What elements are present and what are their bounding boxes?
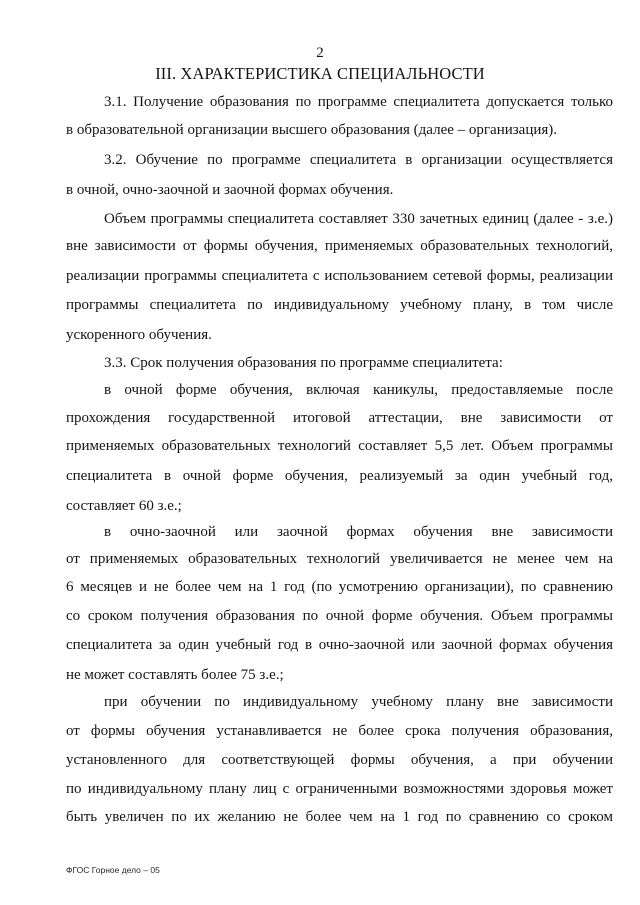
text-line: со сроком получения образования по очной форме обучения. Объем программы: [66, 608, 613, 624]
text-line: от формы обучения устанавливается не более срока получения образования,: [66, 723, 613, 739]
text-line: при обучении по индивидуальному учебному плану вне зависимости: [104, 694, 613, 710]
text-line: установленного для соответствующей формы обучения, а при обучении: [66, 752, 613, 768]
text-line: составляет 60 з.е.;: [66, 498, 182, 514]
text-line: вне зависимости от формы обучения, применяемых образовательных технологий,: [66, 238, 613, 254]
text-line: в образовательной организации высшего образования (далее – организация).: [66, 122, 558, 138]
text-line: быть увеличен по их желанию не более чем на 1 год по сравнению со сроком: [66, 809, 613, 825]
text-line: по индивидуальному плану лиц с ограниченными возможностями здоровья может: [66, 781, 613, 797]
text-line: программы специалитета по индивидуальному учебному плану, в том числе: [66, 297, 613, 313]
text-line: Объем программы специалитета составляет 330 зачетных единиц (далее - з.е.): [104, 211, 613, 227]
text-line: ускоренного обучения.: [66, 327, 212, 343]
text-line: 6 месяцев и не более чем на 1 год (по усмотрению организации), по сравнению: [66, 579, 613, 595]
text-line: в очной, очно-заочной и заочной формах обучения.: [66, 182, 394, 198]
section-title: III. ХАРАКТЕРИСТИКА СПЕЦИАЛЬНОСТИ: [155, 64, 485, 83]
text-line: применяемых образовательных технологий составляет 5,5 лет. Объем программы: [66, 438, 613, 454]
page-number: 2: [316, 45, 324, 61]
text-line: 3.2. Обучение по программе специалитета в организации осуществляется: [104, 152, 613, 168]
text-line: 3.1. Получение образования по программе специалитета допускается только: [104, 94, 613, 110]
text-line: 3.3. Срок получения образования по программе специалитета:: [104, 355, 503, 371]
text-line: реализации программы специалитета с использованием сетевой формы, реализации: [66, 268, 613, 284]
text-line: в очно-заочной или заочной формах обучения вне зависимости: [104, 524, 613, 540]
footer-text: ФГОС Горное дело – 05: [66, 865, 160, 875]
text-line: специалитета за один учебный год в очно-заочной или заочной формах обучения: [66, 637, 613, 653]
text-line: не может составлять более 75 з.е.;: [66, 667, 284, 683]
text-line: от применяемых образовательных технологий увеличивается не менее чем на: [66, 551, 613, 567]
text-line: специалитета в очной форме обучения, реализуемый за один учебный год,: [66, 468, 613, 484]
text-line: прохождения государственной итоговой аттестации, вне зависимости от: [66, 410, 613, 426]
text-line: в очной форме обучения, включая каникулы, предоставляемые после: [104, 382, 613, 398]
